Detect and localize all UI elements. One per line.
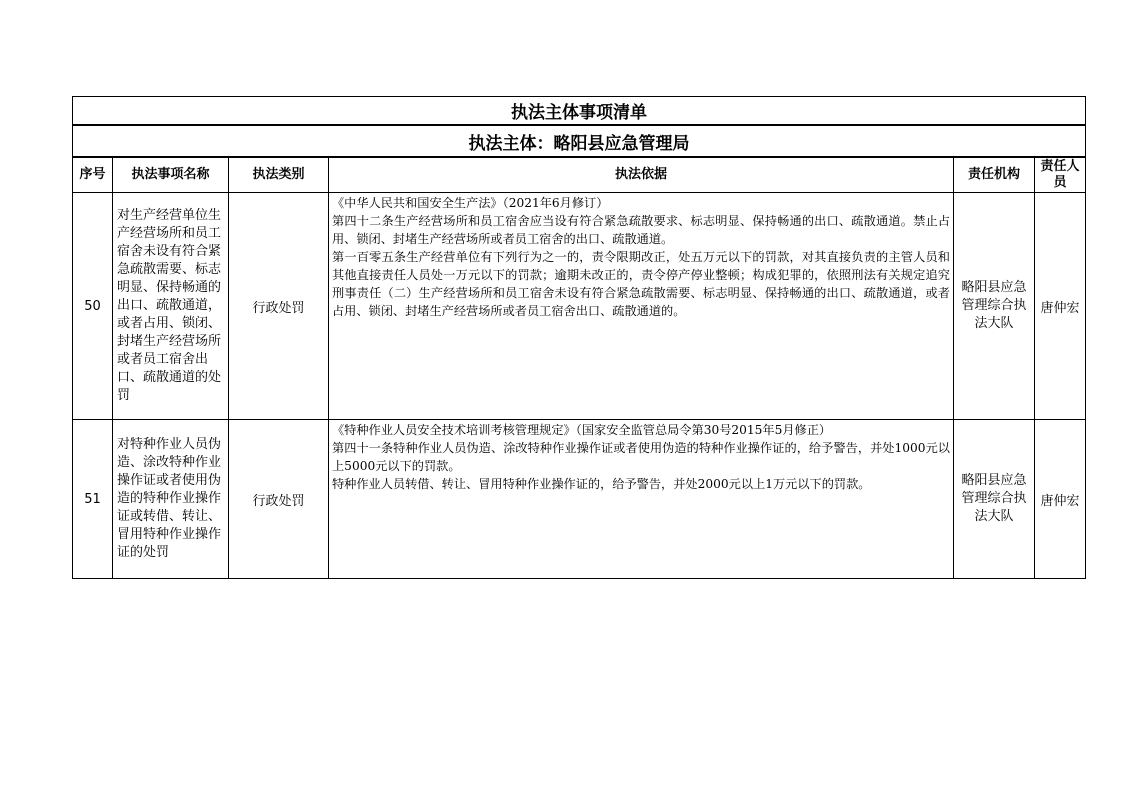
row-person: 唐仲宏 — [1035, 193, 1086, 420]
header-name: 执法事项名称 — [113, 157, 229, 193]
row-seq: 51 — [73, 420, 113, 579]
basis-line: 特种作业人员转借、转让、冒用特种作业操作证的，给予警告，并处2000元以上1万元以下的罚款。 — [332, 477, 871, 491]
table-row — [73, 420, 1086, 579]
enforcement-table — [72, 96, 1086, 579]
title-row — [73, 97, 1086, 126]
row-person: 唐仲宏 — [1035, 420, 1086, 579]
table-row — [73, 193, 1086, 420]
row-org: 略阳县应急管理综合执法大队 — [954, 420, 1035, 579]
header-basis: 执法依据 — [329, 157, 954, 193]
row-seq: 50 — [73, 193, 113, 420]
row-basis — [329, 420, 954, 579]
row-category: 行政处罚 — [229, 420, 329, 579]
row-category: 行政处罚 — [229, 193, 329, 420]
header-org: 责任机构 — [954, 157, 1035, 193]
basis-line: 第四十二条生产经营场所和员工宿舍应当设有符合紧急疏散要求、标志明显、保持畅通的出口、疏散通道。禁止占用、锁闭、封堵生产经营场所或者员工宿舍的出口、疏散通道。 — [332, 214, 950, 246]
enforcement-subject: 执法主体：略阳县应急管理局 — [73, 125, 1086, 157]
basis-line: 《特种作业人员安全技术培训考核管理规定》（国家安全监管总局令第30号2015年5月修正） — [332, 423, 832, 437]
header-seq: 序号 — [73, 157, 113, 193]
subject-row — [73, 125, 1086, 157]
sheet-title: 执法主体事项清单 — [73, 97, 1086, 126]
basis-line: 《中华人民共和国安全生产法》（2021年6月修订） — [332, 196, 609, 210]
basis-line: 第四十一条特种作业人员伪造、涂改特种作业操作证或者使用伪造的特种作业操作证的，给予警告，并处1000元以上5000元以下的罚款。 — [332, 441, 950, 473]
basis-line: 第一百零五条生产经营单位有下列行为之一的，责令限期改正，处五万元以下的罚款，对其直接负责的主管人员和其他直接责任人员处一万元以下的罚款；逾期未改正的，责令停产停业整顿；构成犯罪的，依照刑法有关规定追究刑事责任（二）生产经营场所和员工宿舍未设有符合紧急疏散需要、标志明显、保持畅通的出口、疏散通道，或者占用、锁闭、封堵生产经营场所或者员工宿舍出口、疏散通道的。 — [332, 250, 950, 318]
header-row — [73, 157, 1086, 193]
sheet — [72, 96, 1085, 579]
row-item-name: 对生产经营单位生产经营场所和员工宿舍未设有符合紧急疏散需要、标志明显、保持畅通的出口、疏散通道，或者占用、锁闭、封堵生产经营场所或者员工宿舍出口、疏散通道的处罚 — [113, 193, 229, 420]
row-basis — [329, 193, 954, 420]
header-category: 执法类别 — [229, 157, 329, 193]
header-person: 责任人员 — [1035, 157, 1086, 193]
row-item-name: 对特种作业人员伪造、涂改特种作业操作证或者使用伪造的特种作业操作证或转借、转让、冒用特种作业操作证的处罚 — [113, 420, 229, 579]
row-org: 略阳县应急管理综合执法大队 — [954, 193, 1035, 420]
